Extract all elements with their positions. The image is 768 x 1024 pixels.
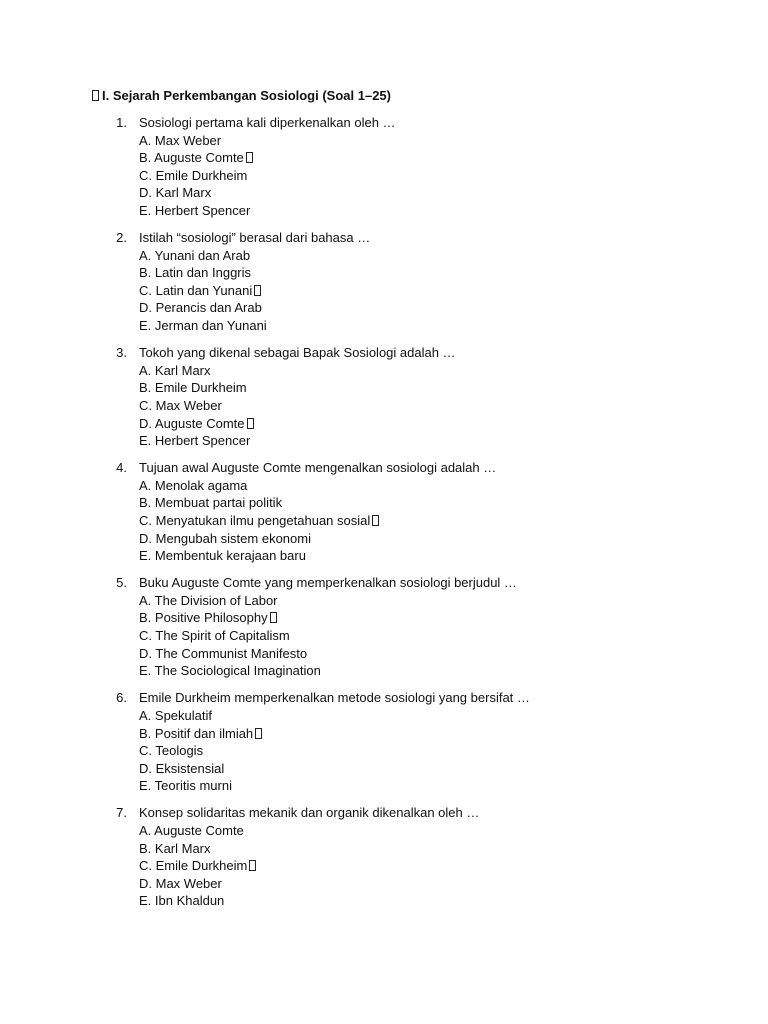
- answer-option-label: B. Membuat partai politik: [139, 495, 283, 511]
- question-text: Istilah “sosiologi” berasal dari bahasa …: [139, 230, 371, 246]
- answer-option-label: E. Teoritis murni: [139, 778, 232, 794]
- answer-option: [139, 494, 768, 512]
- question-list: [0, 114, 768, 919]
- answer-option-label: C. The Spirit of Capitalism: [139, 628, 290, 644]
- answer-option-label: E. The Sociological Imagination: [139, 663, 321, 679]
- answer-option-label: B. Positif dan ilmiah: [139, 725, 254, 741]
- answer-option-label: A. Karl Marx: [139, 362, 211, 378]
- answer-option: [139, 777, 768, 795]
- answer-option-label: D. Eksistensial: [139, 760, 225, 776]
- answer-option-label: A. Max Weber: [139, 132, 222, 148]
- question-text: Konsep solidaritas mekanik dan organik dikenalkan oleh …: [139, 805, 480, 821]
- question-number: 1.: [116, 115, 127, 130]
- question-text: Sosiologi pertama kali diperkenalkan oleh …: [139, 115, 396, 130]
- answer-option-marked: [139, 282, 768, 300]
- answer-option-marked: [139, 415, 768, 433]
- answer-option-label: D. Karl Marx: [139, 185, 212, 201]
- section-heading: [92, 86, 391, 106]
- answer-option-label: C. Teologis: [139, 743, 204, 759]
- answer-option-label: B. Karl Marx: [139, 840, 211, 856]
- answer-option: [139, 379, 768, 397]
- answer-option-label: D. The Communist Manifesto: [139, 645, 308, 661]
- missing-glyph-icon: [92, 90, 99, 101]
- answer-option-label: A. The Division of Labor: [139, 592, 278, 608]
- question-body: [139, 229, 768, 335]
- question-text: Emile Durkheim memperkenalkan metode sosiologi yang bersifat …: [139, 690, 530, 706]
- answer-option-label: C. Max Weber: [139, 397, 222, 413]
- answer-option-label: C. Emile Durkheim: [139, 858, 248, 874]
- answer-option-label: C. Emile Durkheim: [139, 167, 248, 183]
- answer-option: [139, 707, 768, 725]
- question-item: [0, 689, 768, 795]
- answer-option: [139, 264, 768, 282]
- answer-option-marked: [139, 149, 768, 167]
- answer-option-label: C. Menyatukan ilmu pengetahuan sosial: [139, 512, 371, 528]
- question-body: [139, 114, 768, 220]
- answer-option: [139, 892, 768, 910]
- question-body: [139, 804, 768, 910]
- question-body: [139, 574, 768, 680]
- answer-option-label: E. Herbert Spencer: [139, 433, 251, 449]
- missing-glyph-icon: [270, 612, 277, 623]
- question-number: 2.: [116, 230, 127, 246]
- missing-glyph-icon: [255, 728, 262, 739]
- missing-glyph-icon: [254, 285, 261, 296]
- answer-option: [139, 397, 768, 415]
- answer-option: [139, 202, 768, 220]
- question-item: [0, 804, 768, 910]
- answer-option: [139, 645, 768, 663]
- question-number: 7.: [116, 805, 127, 821]
- question-item: [0, 459, 768, 565]
- question-number: 4.: [116, 460, 127, 476]
- question-text: Tujuan awal Auguste Comte mengenalkan sosiologi adalah …: [139, 460, 497, 476]
- answer-option-label: A. Menolak agama: [139, 477, 248, 493]
- answer-option-label: C. Latin dan Yunani: [139, 282, 253, 298]
- question-number: 6.: [116, 690, 127, 706]
- answer-option-label: B. Latin dan Inggris: [139, 265, 252, 281]
- answer-option-label: E. Jerman dan Yunani: [139, 318, 267, 334]
- answer-option-marked: [139, 725, 768, 743]
- answer-option: [139, 760, 768, 778]
- answer-option: [139, 477, 768, 495]
- answer-option-label: A. Yunani dan Arab: [139, 247, 251, 263]
- answer-option-label: D. Max Weber: [139, 875, 222, 891]
- answer-option-marked: [139, 512, 768, 530]
- answer-option-label: D. Auguste Comte: [139, 415, 245, 431]
- answer-option-label: D. Perancis dan Arab: [139, 300, 262, 316]
- answer-option: [139, 432, 768, 450]
- missing-glyph-icon: [249, 860, 256, 871]
- question-item: [0, 114, 768, 220]
- answer-option: [139, 167, 768, 185]
- question-body: [139, 689, 768, 795]
- answer-option: [139, 530, 768, 548]
- answer-option: [139, 822, 768, 840]
- answer-option: [139, 627, 768, 645]
- missing-glyph-icon: [247, 418, 254, 429]
- answer-option: [139, 840, 768, 858]
- answer-option: [139, 184, 768, 202]
- question-item: [0, 574, 768, 680]
- answer-option-label: E. Ibn Khaldun: [139, 893, 225, 909]
- answer-option: [139, 362, 768, 380]
- answer-option-label: E. Herbert Spencer: [139, 202, 251, 218]
- missing-glyph-icon: [246, 152, 253, 163]
- question-number: 5.: [116, 575, 127, 591]
- answer-option: [139, 662, 768, 680]
- answer-option-marked: [139, 609, 768, 627]
- question-body: [139, 459, 768, 565]
- question-text: Buku Auguste Comte yang memperkenalkan sosiologi berjudul …: [139, 575, 517, 591]
- question-text: Tokoh yang dikenal sebagai Bapak Sosiologi adalah …: [139, 345, 456, 361]
- answer-option-marked: [139, 857, 768, 875]
- answer-option: [139, 592, 768, 610]
- answer-option-label: B. Emile Durkheim: [139, 380, 247, 396]
- answer-option: [139, 742, 768, 760]
- answer-option-label: B. Auguste Comte: [139, 150, 244, 166]
- question-number: 3.: [116, 345, 127, 361]
- question-item: [0, 229, 768, 335]
- answer-option: [139, 547, 768, 565]
- answer-option: [139, 132, 768, 150]
- answer-option-label: B. Positive Philosophy: [139, 610, 268, 626]
- question-item: [0, 344, 768, 450]
- answer-option-label: E. Membentuk kerajaan baru: [139, 548, 306, 564]
- answer-option-label: D. Mengubah sistem ekonomi: [139, 530, 311, 546]
- answer-option: [139, 875, 768, 893]
- missing-glyph-icon: [372, 515, 379, 526]
- answer-option: [139, 317, 768, 335]
- answer-option: [139, 247, 768, 265]
- question-body: [139, 344, 768, 450]
- answer-option-label: A. Auguste Comte: [139, 822, 244, 838]
- section-title: I. Sejarah Perkembangan Sosiologi (Soal 1–25): [102, 88, 391, 103]
- answer-option: [139, 299, 768, 317]
- answer-option-label: A. Spekulatif: [139, 707, 212, 723]
